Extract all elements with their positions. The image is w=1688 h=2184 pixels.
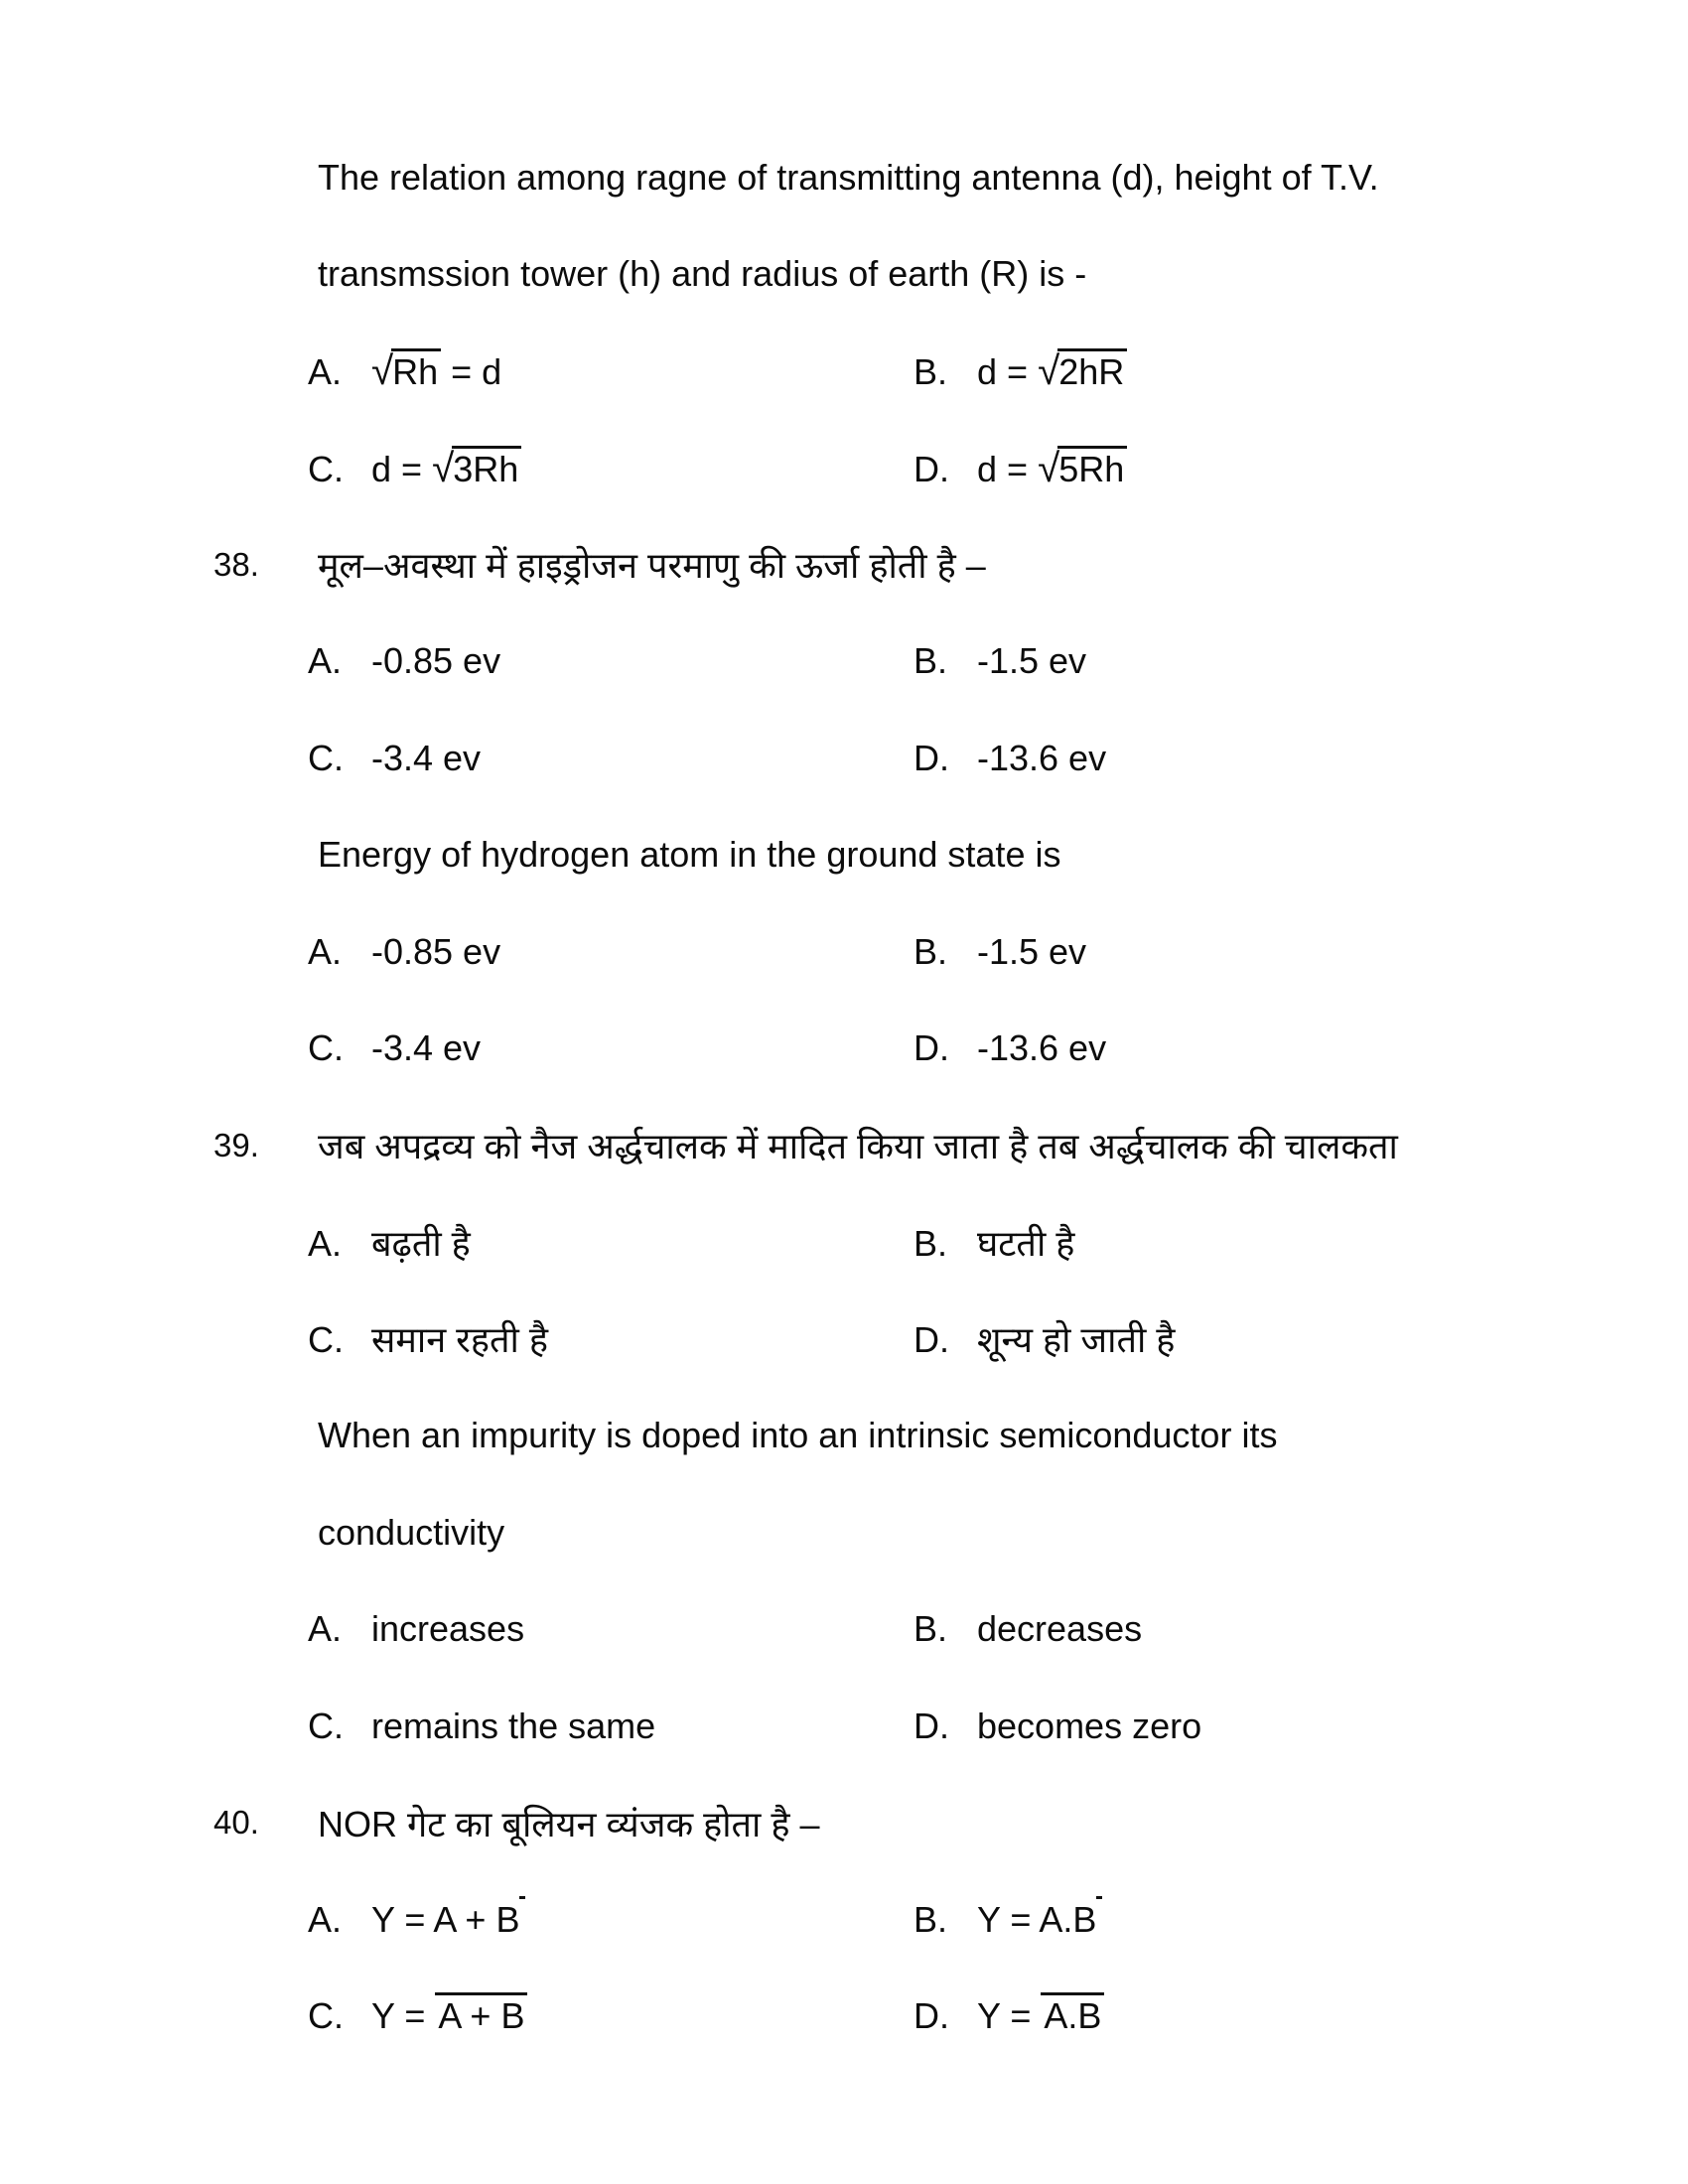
q39-options-row-cd-en: [0, 1678, 1688, 1775]
option-b: [914, 1899, 1102, 1941]
radicand: 3Rh: [452, 446, 521, 489]
overline-expression: [1096, 1896, 1102, 1940]
option-text: decreases: [977, 1608, 1143, 1650]
option-text: -13.6 ev: [977, 737, 1107, 778]
option-a: [308, 1899, 914, 1941]
formula-pre: d =: [371, 448, 433, 489]
formula-pre: Y =: [371, 1995, 436, 2037]
option-a: [308, 1218, 914, 1267]
option-text: -0.85 ev: [371, 930, 501, 972]
q38-question-hindi-row: [0, 516, 1688, 614]
option-b: [914, 1218, 1074, 1267]
option-a: [308, 640, 914, 682]
option-b: [914, 347, 1127, 394]
question-number: 39.: [213, 1126, 259, 1163]
option-label: B.: [914, 640, 948, 682]
q39-question-hindi-row: [0, 1097, 1688, 1194]
formula-pre: Y = A.B: [977, 1898, 1097, 1940]
q40-options-row-ab: [0, 1871, 1688, 1969]
option-text: becomes zero: [977, 1705, 1202, 1746]
option-text: घटती है: [977, 1222, 1075, 1264]
option-text: increases: [371, 1608, 525, 1650]
overline-expression: A.B: [1041, 1992, 1104, 2036]
q39-question-english-row-2: [0, 1484, 1688, 1581]
formula-pre: Y = A + B: [371, 1898, 520, 1940]
option-text: [977, 1995, 1104, 2037]
option-c: [308, 1027, 914, 1069]
option-c: [308, 445, 914, 491]
option-c: [308, 1995, 914, 2037]
option-text: -3.4 ev: [371, 737, 482, 778]
option-d: [914, 1027, 1106, 1069]
option-d: [914, 1706, 1201, 1747]
option-d: [914, 445, 1127, 491]
radicand: Rh: [391, 348, 441, 392]
option-label: A.: [308, 640, 343, 682]
option-label: A.: [308, 930, 343, 972]
formula-post: = d: [441, 351, 502, 393]
option-text: [371, 347, 501, 394]
option-label: A.: [308, 351, 343, 393]
q38-question-english-row: [0, 807, 1688, 904]
option-label: D.: [914, 1995, 949, 2037]
option-text: [977, 445, 1127, 491]
option-label: D.: [914, 1027, 949, 1069]
option-d: [914, 738, 1106, 779]
option-text: -13.6 ev: [977, 1027, 1107, 1069]
option-d: [914, 1314, 1175, 1363]
option-label: D.: [914, 1705, 949, 1746]
option-label: B.: [914, 1608, 948, 1650]
option-text: remains the same: [371, 1705, 656, 1746]
question-text-english: The relation among ragne of transmitting antenna (d), height of T.V.: [318, 156, 1379, 198]
option-text: -1.5 ev: [977, 930, 1087, 972]
question-text-english: transmssion tower (h) and radius of earth (R) is -: [318, 253, 1087, 295]
option-text: समान रहती है: [371, 1319, 548, 1361]
option-text: शून्य हो जाती है: [977, 1319, 1176, 1361]
q38-options-row-ab: [0, 614, 1688, 711]
q38-options-row-ab-en: [0, 903, 1688, 1001]
option-text: [371, 445, 521, 491]
q40-question-hindi-row: [0, 1775, 1688, 1872]
option-b: [914, 931, 1086, 973]
overline-expression: A + B: [435, 1992, 527, 2036]
question-number: 40.: [213, 1804, 259, 1842]
option-label: D.: [914, 737, 949, 778]
option-text: -3.4 ev: [371, 1027, 482, 1069]
option-b: [914, 1608, 1142, 1650]
option-label: A.: [308, 1898, 343, 1940]
q37-text-line-2: [0, 226, 1688, 324]
option-label: B.: [914, 1898, 948, 1940]
option-text: [371, 1899, 525, 1941]
question-text-hindi: NOR गेट का बूलियन व्यंजक होता है –: [318, 1803, 820, 1844]
option-text: -0.85 ev: [371, 640, 501, 682]
question-number: 38.: [213, 545, 259, 583]
option-a: [308, 1608, 914, 1650]
formula-pre: d =: [977, 351, 1039, 393]
sqrt-radical-icon: √: [1038, 444, 1060, 490]
option-label: C.: [308, 1319, 344, 1361]
option-label: C.: [308, 737, 344, 778]
question-text-hindi: जब अपद्रव्य को नैज अर्द्धचालक में मादित किया जाता है तब अर्द्धचालक की चालकता: [318, 1126, 1398, 1167]
q38-options-row-cd-en: [0, 1001, 1688, 1098]
option-label: D.: [914, 1319, 949, 1361]
option-label: B.: [914, 930, 948, 972]
question-text-english: When an impurity is doped into an intrinsic semiconductor its: [318, 1415, 1278, 1456]
option-label: A.: [308, 1608, 343, 1650]
option-label: B.: [914, 1222, 948, 1264]
option-label: C.: [308, 1705, 344, 1746]
option-label: C.: [308, 1995, 344, 2037]
question-text-english: conductivity: [318, 1511, 505, 1553]
option-c: [308, 1314, 914, 1363]
option-d: [914, 1995, 1104, 2037]
option-a: [308, 347, 914, 394]
q39-question-english-row-1: [0, 1388, 1688, 1485]
option-a: [308, 931, 914, 973]
q38-options-row-cd: [0, 710, 1688, 807]
option-label: B.: [914, 351, 948, 393]
overline-expression: [519, 1896, 525, 1940]
option-text: -1.5 ev: [977, 640, 1087, 682]
formula-pre: d =: [977, 448, 1039, 489]
q37-options-row-ab: [0, 323, 1688, 420]
radicand: 2hR: [1057, 348, 1127, 392]
option-text: [977, 347, 1127, 394]
q37-text-line-1: [0, 129, 1688, 226]
question-text-english: Energy of hydrogen atom in the ground state is: [318, 834, 1061, 876]
option-label: C.: [308, 1027, 344, 1069]
q39-options-row-cd-hi: [0, 1291, 1688, 1388]
q39-options-row-ab-hi: [0, 1194, 1688, 1292]
sqrt-radical-icon: √: [432, 444, 455, 490]
option-b: [914, 640, 1086, 682]
option-text: बढ़ती है: [371, 1222, 471, 1264]
option-label: D.: [914, 448, 949, 489]
radicand: 5Rh: [1057, 446, 1127, 489]
option-text: [371, 1995, 527, 2037]
question-text-hindi: मूल–अवस्था में हाइड्रोजन परमाणु की ऊर्जा होती है –: [318, 545, 986, 587]
q37-options-row-cd: [0, 420, 1688, 517]
option-label: C.: [308, 448, 344, 489]
option-text: [977, 1899, 1102, 1941]
sqrt-radical-icon: √: [1038, 347, 1060, 394]
option-c: [308, 1706, 914, 1747]
q40-options-row-cd: [0, 1969, 1688, 2066]
formula-pre: Y =: [977, 1995, 1042, 2037]
q39-options-row-ab-en: [0, 1581, 1688, 1679]
option-c: [308, 738, 914, 779]
sqrt-radical-icon: √: [371, 347, 394, 394]
option-label: A.: [308, 1222, 343, 1264]
